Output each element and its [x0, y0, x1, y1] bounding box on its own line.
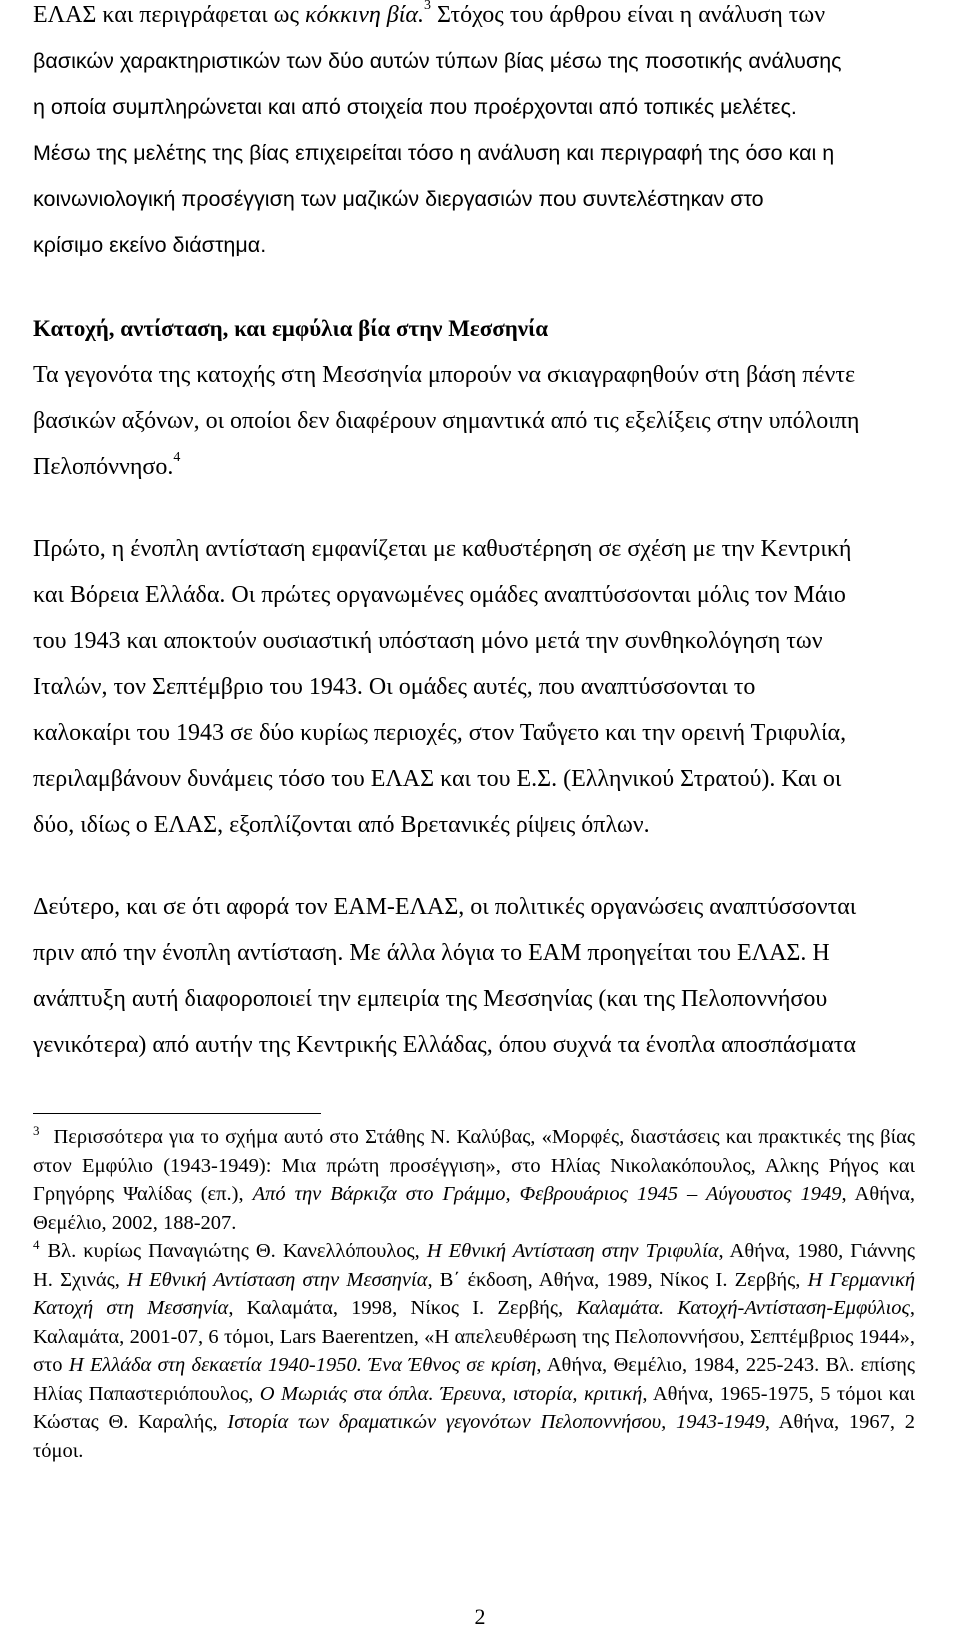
intro-line: η οποία συμπληρώνεται και από στοιχεία που προέρχονται από τοπικές μελέτες.	[33, 95, 797, 119]
paragraph-first-axis	[33, 526, 957, 848]
paragraph-line: Πρώτο, η ένοπλη αντίσταση εμφανίζεται με καθυστέρηση σε σχέση με την Κεντρική	[33, 536, 852, 562]
footnote-text: , Αθήνα, Θεμέλιο, 2002, 188-207.	[33, 1183, 915, 1234]
paragraph-line: καλοκαίρι του 1943 σε δύο κυρίως περιοχές, στον Ταΰγετο και την ορεινή Τριφυλία,	[33, 720, 847, 746]
intro-line: βασικών χαρακτηριστικών των δύο αυτών τύπων βίας μέσω της ποσοτικής ανάλυσης	[33, 49, 842, 73]
paragraph-line: ανάπτυξη αυτή διαφοροποιεί την εμπειρία της Μεσσηνίας (και της Πελοποννήσου	[33, 986, 828, 1012]
page-number: 2	[474, 1604, 486, 1629]
paragraph-line: πριν από την ένοπλη αντίσταση. Με άλλα λόγια το ΕΑΜ προηγείται του ΕΛΑΣ. Η	[33, 940, 830, 966]
paragraph-line: περιλαμβάνουν δυνάμεις τόσο του ΕΛΑΣ και του Ε.Σ. (Ελληνικού Στρατού). Και οι	[33, 766, 842, 792]
intro-paragraph	[33, 0, 957, 268]
footnote-italic: Ιστορία των δραματικών γεγονότων Πελοποννήσου, 1943-1949	[227, 1411, 765, 1433]
intro-italic-text: κόκκινη βία.	[304, 2, 424, 28]
footnote-text: , Καλαμάτα, 1998, Νίκος Ι. Ζερβής,	[228, 1297, 577, 1319]
footnote-text: , Αθήνα, 1965-1975, 5 τόμοι και Κώστας Θ. Καραλής,	[33, 1382, 915, 1433]
footnote-3	[33, 1123, 915, 1237]
footnote-text: Περισσότερα για το σχήμα αυτό στο Στάθης Ν. Καλύβας, «Μορφές, διαστάσεις και πρακτικές της βίας στον Εμφύλιο (1943-1949): Μια πρώτη προσέγγιση», στο Ηλίας Νικολακόπουλος, Αλκης Ρήγος και Γρηγόρης Ψαλίδας (επ.),	[33, 1126, 915, 1205]
intro-line	[33, 0, 957, 38]
section-paragraph	[33, 352, 957, 490]
footnote-text: , Αθήνα, 1980, Γιάννης Η. Σχινάς,	[33, 1240, 915, 1291]
paragraph-line	[33, 444, 957, 490]
footnote-italic: Η Εθνική Αντίσταση στην Μεσσηνία	[127, 1268, 428, 1291]
footnote-4	[33, 1237, 915, 1465]
footnote-mark: 3	[33, 1123, 40, 1139]
footnote-text: , Αθήνα, Θεμέλιο, 1984, 225-243. Βλ. επίσης Ηλίας Παπαστεριόπουλος,	[33, 1354, 915, 1405]
paragraph-line: γενικότερα) από αυτήν της Κεντρικής Ελλάδας, όπου συχνά τα ένοπλα αποσπάσματα	[33, 1032, 856, 1058]
footnote-italic: Η Ελλάδα στη δεκαετία 1940-1950. Ένα Έθνος σε κρίση	[68, 1354, 537, 1376]
footnote-text: Βλ. κυρίως Παναγιώτης Θ. Κανελλόπουλος,	[47, 1240, 427, 1262]
paragraph-line: Τα γεγονότα της κατοχής στη Μεσσηνία μπορούν να σκιαγραφηθούν στη βάση πέντε	[33, 362, 856, 388]
intro-text: ΕΛΑΣ και περιγράφεται ως	[33, 2, 305, 28]
paragraph-line: Δεύτερο, και σε ότι αφορά τον ΕΑΜ-ΕΛΑΣ, οι πολιτικές οργανώσεις αναπτύσσονται	[33, 894, 857, 920]
section-heading: Κατοχή, αντίσταση, και εμφύλια βία στην Μεσσηνία	[33, 316, 549, 341]
footnote-text: , Καλαμάτα, 2001-07, 6 τόμοι, Lars Baerentzen, «Η απελευθέρωση της Πελοποννήσου, Σεπτέμβριος 1944», στο	[33, 1297, 915, 1376]
paragraph-line: του 1943 και αποκτούν ουσιαστική υπόσταση μόνο μετά την συνθηκολόγηση των	[33, 628, 823, 654]
paragraph-line: Ιταλών, τον Σεπτέμβριο του 1943. Οι ομάδες αυτές, που αναπτύσσονται το	[33, 674, 756, 700]
paragraph-text: Πελοπόννησο.	[33, 454, 174, 480]
footnote-text: , Αθήνα, 1967, 2 τόμοι.	[33, 1411, 916, 1462]
footnote-italic: Καλαμάτα. Κατοχή-Αντίσταση-Εμφύλιος	[576, 1297, 910, 1319]
paragraph-second-axis	[33, 884, 957, 1068]
footnote-italic: Ο Μωριάς στα όπλα. Έρευνα, ιστορία, κριτική	[259, 1382, 643, 1405]
footnote-italic: Η Εθνική Αντίσταση στην Τριφυλία	[426, 1240, 719, 1262]
paragraph-line: και Βόρεια Ελλάδα. Οι πρώτες οργανωμένες ομάδες αναπτύσσονται μόλις τον Μάιο	[33, 582, 846, 608]
footnote-mark: 4	[33, 1237, 40, 1253]
footnote-text: , Β΄ έκδοση, Αθήνα, 1989, Νίκος Ι. Ζερβής,	[427, 1268, 808, 1291]
paragraph-line: βασικών αξόνων, οι οποίοι δεν διαφέρουν σημαντικά από τις εξελίξεις στην υπόλοιπη	[33, 408, 860, 434]
paragraph-line: δύο, ιδίως ο ΕΛΑΣ, εξοπλίζονται από Βρετανικές ρίψεις όπλων.	[33, 812, 650, 838]
footnote-ref: 3	[423, 0, 431, 13]
intro-line: κρίσιμο εκείνο διάστημα.	[33, 233, 267, 257]
intro-text: Στόχος του άρθρου είναι η ανάλυση των	[430, 2, 826, 28]
footnote-italic: Η Γερμανική Κατοχή στη Μεσσηνία	[33, 1268, 915, 1319]
footnote-italic: Από την Βάρκιζα στο Γράμμο, Φεβρουάριος 1945 – Αύγουστος 1949	[252, 1183, 842, 1205]
intro-line: κοινωνιολογική προσέγγιση των μαζικών διεργασιών που συντελέστηκαν στο	[33, 187, 764, 211]
footnote-ref: 4	[173, 450, 181, 465]
footnote-separator	[33, 1113, 321, 1114]
footnotes	[33, 1123, 915, 1465]
page-body	[33, 0, 957, 1068]
intro-line: Μέσω της μελέτης της βίας επιχειρείται τόσο η ανάλυση και περιγραφή της όσο και η	[33, 141, 835, 165]
